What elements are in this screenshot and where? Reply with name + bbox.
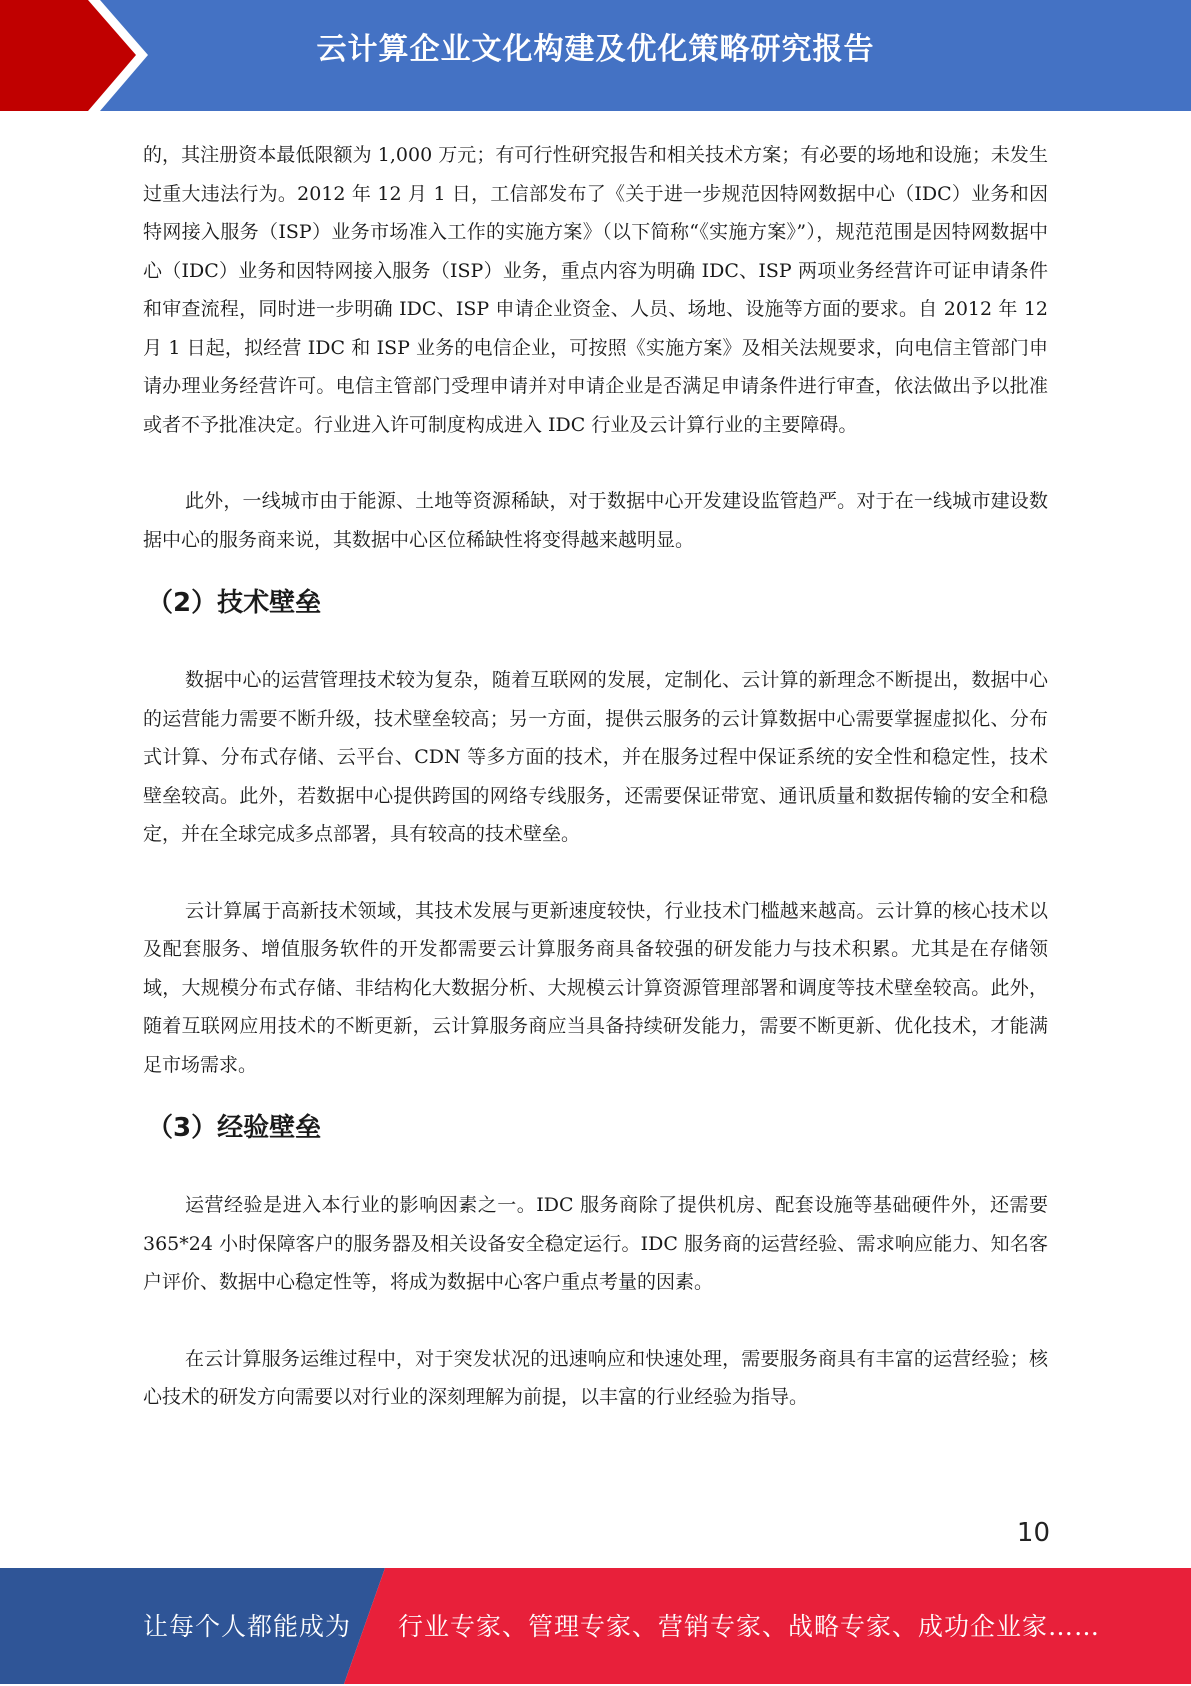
- footer-bar: [0, 1568, 1191, 1684]
- header-bar: [0, 0, 1191, 111]
- paragraph-6: 在云计算服务运维过程中，对于突发状况的迅速响应和快速处理，需要服务商具有丰富的运营经验；核心技术的研发方向需要以对行业的深刻理解为前提，以丰富的行业经验为指导。: [143, 1347, 1048, 1408]
- paragraph-5: 运营经验是进入本行业的影响因素之一。IDC 服务商除了提供机房、配套设施等基础硬件外，还需要 365*24 小时保障客户的服务器及相关设备安全稳定运行。IDC 服务商的运营经验、需求响应能力、知名客户评价、数据中心稳定性等，将成为数据中心客户重点考量的因素。: [143, 1194, 1048, 1293]
- page-number: 10: [1016, 1518, 1050, 1548]
- section-heading-tech-barrier: （2）技术壁垒: [147, 588, 322, 618]
- paragraph-1: 的，其注册资本最低限额为 1,000 万元；有可行性研究报告和相关技术方案；有必要的场地和设施；未发生过重大违法行为。2012 年 12 月 1 日，工信部发布了《关于进一步规范因特网数据中心（IDC）业务和因特网接入服务（ISP）业务市场准入工作的实施方案》（以下简称“《实施方案》”），规范范围是因特网数据中心（IDC）业务和因特网接入服务（ISP）业务，重点内容为明确 IDC、ISP 两项业务经营许可证申请条件和审查流程，同时进一步明确 IDC、ISP 申请企业资金、人员、场地、设施等方面的要求。自 2012 年 12 月 1 日起，拟经营 IDC 和 ISP 业务的电信企业，可按照《实施方案》及相关法规要求，向电信主管部门申请办理业务经营许可。电信主管部门受理申请并对申请企业是否满足申请条件进行审查，依法做出予以批准或者不予批准决定。行业进入许可制度构成进入 IDC 行业及云计算行业的主要障碍。: [143, 144, 1048, 436]
- paragraph-2: 此外，一线城市由于能源、土地等资源稀缺，对于数据中心开发建设监管趋严。对于在一线城市建设数据中心的服务商来说，其数据中心区位稀缺性将变得越来越明显。: [143, 490, 1048, 551]
- paragraph-4: 云计算属于高新技术领域，其技术发展与更新速度较快，行业技术门槛越来越高。云计算的核心技术以及配套服务、增值服务软件的开发都需要云计算服务商具备较强的研发能力与技术积累。尤其是在存储领域，大规模分布式存储、非结构化大数据分析、大规模云计算资源管理部署和调度等技术壁垒较高。此外，随着互联网应用技术的不断更新，云计算服务商应当具备持续研发能力，需要不断更新、优化技术，才能满足市场需求。: [143, 899, 1048, 1076]
- footer-slogan-right: 行业专家、管理专家、营销专家、战略专家、成功企业家……: [398, 1612, 1101, 1641]
- report-title: 云计算企业文化构建及优化策略研究报告: [316, 32, 875, 67]
- section-heading-experience-barrier: （3）经验壁垒: [147, 1113, 322, 1143]
- page-body: [143, 136, 1048, 1417]
- footer-slogan-left: 让每个人都能成为: [143, 1612, 352, 1641]
- paragraph-3: 数据中心的运营管理技术较为复杂，随着互联网的发展，定制化、云计算的新理念不断提出，数据中心的运营能力需要不断升级，技术壁垒较高；另一方面，提供云服务的云计算数据中心需要掌握虚拟化、分布式计算、分布式存储、云平台、CDN 等多方面的技术，并在服务过程中保证系统的安全性和稳定性，技术壁垒较高。此外，若数据中心提供跨国的网络专线服务，还需要保证带宽、通讯质量和数据传输的安全和稳定，并在全球完成多点部署，具有较高的技术壁垒。: [143, 669, 1048, 845]
